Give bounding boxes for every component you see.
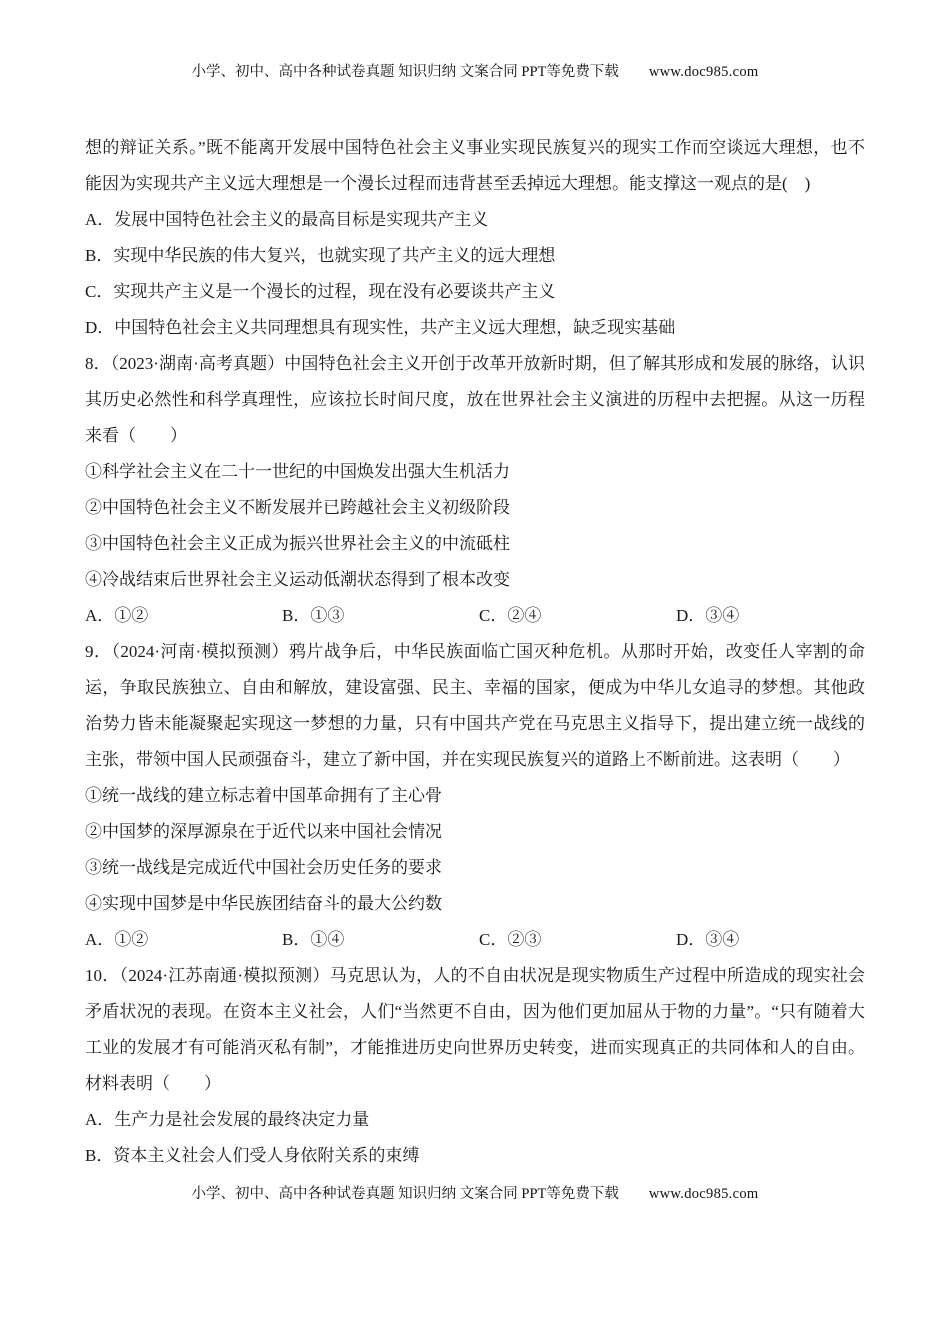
paragraph-continuation: 想的辩证关系。”既不能离开发展中国特色社会主义事业实现民族复兴的现实工作而空谈远大理想，也不能因为实现共产主义远大理想是一个漫长过程而违背甚至丢掉远大理想。能支撑这一观点的是( ) <box>85 138 865 193</box>
question-9-choice-a: A．①② <box>85 930 149 949</box>
answer-option-a: A．发展中国特色社会主义的最高目标是实现共产主义 <box>85 210 489 229</box>
question-10-option-a: A．生产力是社会发展的最终决定力量 <box>85 1110 370 1129</box>
question-9-choice-b: B．①④ <box>282 930 345 949</box>
question-8-choice-d: D．③④ <box>676 606 740 625</box>
page-footer <box>0 1184 950 1204</box>
question-10-stem: 10．（2024·江苏南通·模拟预测）马克思认为，人的不自由状况是现实物质生产过程中所造成的现实社会矛盾状况的表现。在资本主义社会，人们“当然更不自由，因为他们更加屈从于物的力量”。“只有随着大工业的发展才有可能消灭私有制”，才能推进历史向世界历史转变，进而实现真正的共同体和人的自由。材料表明（ ） <box>85 966 865 1093</box>
question-9-item-3: ③统一战线是完成近代中国社会历史任务的要求 <box>85 858 442 877</box>
answer-option-c: C．实现共产主义是一个漫长的过程，现在没有必要谈共产主义 <box>85 282 556 301</box>
answer-option-b: B．实现中华民族的伟大复兴，也就实现了共产主义的远大理想 <box>85 246 556 265</box>
question-8-choice-a: A．①② <box>85 606 149 625</box>
document-body <box>85 130 865 1174</box>
answer-option-d: D．中国特色社会主义共同理想具有现实性，共产主义远大理想，缺乏现实基础 <box>85 318 676 337</box>
question-9-item-1: ①统一战线的建立标志着中国革命拥有了主心骨 <box>85 786 442 805</box>
question-9-choice-c: C．②③ <box>479 930 542 949</box>
question-9-item-2: ②中国梦的深厚源泉在于近代以来中国社会情况 <box>85 822 442 841</box>
question-8-stem: 8．（2023·湖南·高考真题）中国特色社会主义开创于改革开放新时期，但了解其形成和发展的脉络，认识其历史必然性和科学真理性，应该拉长时间尺度，放在世界社会主义演进的历程中去把握。从这一历程来看（ ） <box>85 354 865 445</box>
question-9-choices-row <box>85 922 865 958</box>
question-10-option-b: B．资本主义社会人们受人身依附关系的束缚 <box>85 1146 420 1165</box>
question-8-item-2: ②中国特色社会主义不断发展并已跨越社会主义初级阶段 <box>85 498 510 517</box>
footer-promo-text: 小学、初中、高中各种试卷真题 知识归纳 文案合同 PPT等免费下载 <box>191 1186 619 1202</box>
page-header <box>0 62 950 82</box>
question-8-item-3: ③中国特色社会主义正成为振兴世界社会主义的中流砥柱 <box>85 534 510 553</box>
question-8-choice-c: C．②④ <box>479 606 542 625</box>
question-9-item-4: ④实现中国梦是中华民族团结奋斗的最大公约数 <box>85 894 442 913</box>
header-promo-text: 小学、初中、高中各种试卷真题 知识归纳 文案合同 PPT等免费下载 <box>191 64 619 80</box>
question-9-stem: 9．（2024·河南·模拟预测）鸦片战争后，中华民族面临亡国灭种危机。从那时开始，改变任人宰割的命运，争取民族独立、自由和解放，建设富强、民主、幸福的国家，便成为中华儿女追寻的梦想。其他政治势力皆未能凝聚起实现这一梦想的力量，只有中国共产党在马克思主义指导下，提出建立统一战线的主张，带领中国人民顽强奋斗，建立了新中国，并在实现民族复兴的道路上不断前进。这表明（ ） <box>85 642 865 769</box>
question-8-choice-b: B．①③ <box>282 606 345 625</box>
question-8-item-1: ①科学社会主义在二十一世纪的中国焕发出强大生机活力 <box>85 462 510 481</box>
question-9-choice-d: D．③④ <box>676 930 740 949</box>
question-8-choices-row <box>85 598 865 634</box>
question-8-item-4: ④冷战结束后世界社会主义运动低潮状态得到了根本改变 <box>85 570 510 589</box>
footer-site-link[interactable]: www.doc985.com <box>648 1186 759 1202</box>
header-site-link[interactable]: www.doc985.com <box>648 64 759 80</box>
